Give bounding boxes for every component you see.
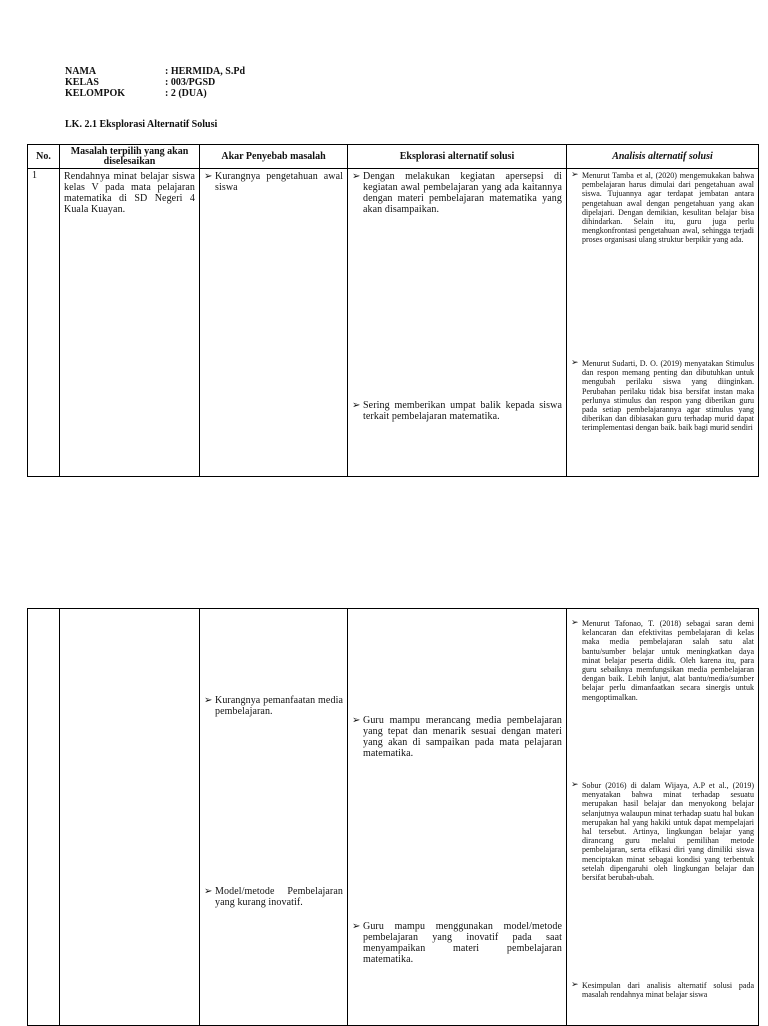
col-header-akar: Akar Penyebab masalah bbox=[200, 145, 348, 169]
analisis-cell bbox=[567, 609, 759, 1026]
arrow-bullet-icon: ➢ bbox=[352, 921, 361, 932]
nama-row bbox=[65, 66, 245, 77]
analisis-item bbox=[571, 171, 754, 245]
masalah-text: Rendahnya minat belajar siswa kelas V pada mata pelajaran matematika di SD Negeri 4 Kuala Kuayan. bbox=[64, 171, 195, 215]
col-header-eksplorasi: Eksplorasi alternatif solusi bbox=[348, 145, 567, 169]
akar-cell bbox=[200, 609, 348, 1026]
arrow-bullet-icon: ➢ bbox=[204, 886, 213, 897]
analisis-text: Menurut Tamba et al, (2020) mengemukakan bahwa pembelajaran harus dimulai dari pengetahuan awal siswa. Tujuannya agar terdapat jembatan antara pengetahuan awal dengan pengetahuan yang akan dipelajari. Dengan demikian, kesulitan belajar bisa dihindarkan. Selain itu, guru juga perlu mengkonfrontasi pengetahuan awal, sehingga terjadi proses organisasi ulang struktur berpikir yang ada. bbox=[582, 171, 754, 245]
col-header-analisis: Analisis alternatif solusi bbox=[567, 145, 759, 169]
kelas-label: KELAS bbox=[65, 77, 99, 88]
akar-text: Kurangnya pengetahuan awal siswa bbox=[215, 171, 343, 193]
analisis-text: Kesimpulan dari analisis alternatif solusi pada masalah rendahnya minat belajar siswa bbox=[582, 981, 754, 1000]
table-row bbox=[28, 169, 759, 477]
akar-text: Kurangnya pemanfaatan media pembelajaran. bbox=[215, 695, 343, 717]
eksplorasi-item bbox=[352, 715, 562, 759]
table-row bbox=[28, 609, 759, 1026]
kelompok-value: : 2 (DUA) bbox=[165, 88, 207, 99]
kelompok-label: KELOMPOK bbox=[65, 88, 125, 99]
solution-table-part-1 bbox=[27, 144, 759, 477]
row-number: 1 bbox=[28, 169, 60, 477]
analisis-text: Menurut Tafonao, T. (2018) sebagai saran demi kelancaran dan efektivitas pembelajaran di kelas maka media pembelajaran salah satu alat bantu/sumber belajar untuk meningkatkan daya minat belajar peserta didik. Oleh karena itu, para guru sebaiknya memfungsikan media pembelajaran dengan baik. Lebih lanjut, alat bantu/media/sumber belajar perlu dimanfaatkan secara sinergis untuk mengoptimalkan. bbox=[582, 619, 754, 702]
arrow-bullet-icon: ➢ bbox=[352, 400, 361, 411]
arrow-bullet-icon: ➢ bbox=[571, 617, 579, 627]
analisis-cell bbox=[567, 169, 759, 477]
kelompok-row bbox=[65, 88, 245, 99]
eksplorasi-item bbox=[352, 171, 562, 215]
akar-text: Model/metode Pembelajaran yang kurang inovatif. bbox=[215, 886, 343, 908]
col-header-no: No. bbox=[28, 145, 60, 169]
col-header-masalah: Masalah terpilih yang akan diselesaikan bbox=[60, 145, 200, 169]
worksheet-title: LK. 2.1 Eksplorasi Alternatif Solusi bbox=[65, 119, 218, 130]
eksplorasi-text: Sering memberikan umpat balik kepada siswa terkait pembelajaran matematika. bbox=[363, 400, 562, 422]
akar-cell bbox=[200, 169, 348, 477]
analisis-item bbox=[571, 619, 754, 702]
akar-item bbox=[204, 171, 343, 193]
analisis-item bbox=[571, 781, 754, 882]
eksplorasi-text: Dengan melakukan kegiatan apersepsi di kegiatan awal pembelajaran yang ada kaitannya dengan materi pembelajaran matematika yang akan disampaikan. bbox=[363, 171, 562, 215]
arrow-bullet-icon: ➢ bbox=[352, 715, 361, 726]
eksplorasi-cell bbox=[348, 609, 567, 1026]
solution-table-part-2 bbox=[27, 608, 759, 1026]
table-header-row bbox=[28, 145, 759, 169]
nama-value: : HERMIDA, S.Pd bbox=[165, 66, 246, 77]
eksplorasi-item bbox=[352, 921, 562, 965]
eksplorasi-item bbox=[352, 400, 562, 422]
akar-item bbox=[204, 695, 343, 717]
nama-label: NAMA bbox=[65, 66, 97, 77]
arrow-bullet-icon: ➢ bbox=[571, 169, 579, 179]
arrow-bullet-icon: ➢ bbox=[352, 171, 361, 182]
arrow-bullet-icon: ➢ bbox=[204, 171, 213, 182]
arrow-bullet-icon: ➢ bbox=[571, 357, 579, 367]
analisis-item bbox=[571, 981, 754, 999]
analisis-item bbox=[571, 359, 754, 433]
eksplorasi-text: Guru mampu menggunakan model/metode pembelajaran yang inovatif pada saat menyampaikan materi pembelajaran matematika. bbox=[363, 921, 562, 965]
identity-block bbox=[65, 66, 245, 99]
masalah-cell bbox=[60, 169, 200, 477]
masalah-cell-empty bbox=[60, 609, 200, 1026]
akar-item bbox=[204, 886, 343, 908]
analisis-text: Menurut Sudarti, D. O. (2019) menyatakan Stimulus dan respon memang penting dan dibutuhkan untuk mengubah perilaku siswa yang diinginkan. Perubahan perilaku tidak bisa bersifat instan maka perlunya stimulus dan respon yang diberikan guru pada setiap pembelajarannya agar stimulus yang diberikan dan dibiasakan guru terhadap murid dapat terimplementasi dengan baik. baik bagi murid sendiri bbox=[582, 359, 754, 433]
analisis-text: Sobur (2016) di dalam Wijaya, A.P et al., (2019) menyatakan bahwa minat terhadap sesuatu merupakan hasil belajar dan menyokong belajar selanjutnya walaupun minat terhadap suatu hal bukan merupakan hal yang hakiki untuk dapat mempelajari hal tersebut. Artinya, lingkungan belajar yang dirancang guru melalui pemilihan metode pembelajaran, serta efikasi diri yang dimiliki siswa menciptakan minat sebagai kondisi yang terbentuk setelah dipengaruhi oleh lingkungan belajar dan bersifat berubah-ubah. bbox=[582, 781, 754, 883]
kelas-row bbox=[65, 77, 245, 88]
eksplorasi-text: Guru mampu merancang media pembelajaran yang tepat dan menarik sesuai dengan materi yang akan di sampaikan pada mata pelajaran matematika. bbox=[363, 715, 562, 759]
kelas-value: : 003/PGSD bbox=[165, 77, 216, 88]
arrow-bullet-icon: ➢ bbox=[571, 779, 579, 789]
row-number-empty bbox=[28, 609, 60, 1026]
eksplorasi-cell bbox=[348, 169, 567, 477]
arrow-bullet-icon: ➢ bbox=[204, 695, 213, 706]
arrow-bullet-icon: ➢ bbox=[571, 979, 579, 989]
